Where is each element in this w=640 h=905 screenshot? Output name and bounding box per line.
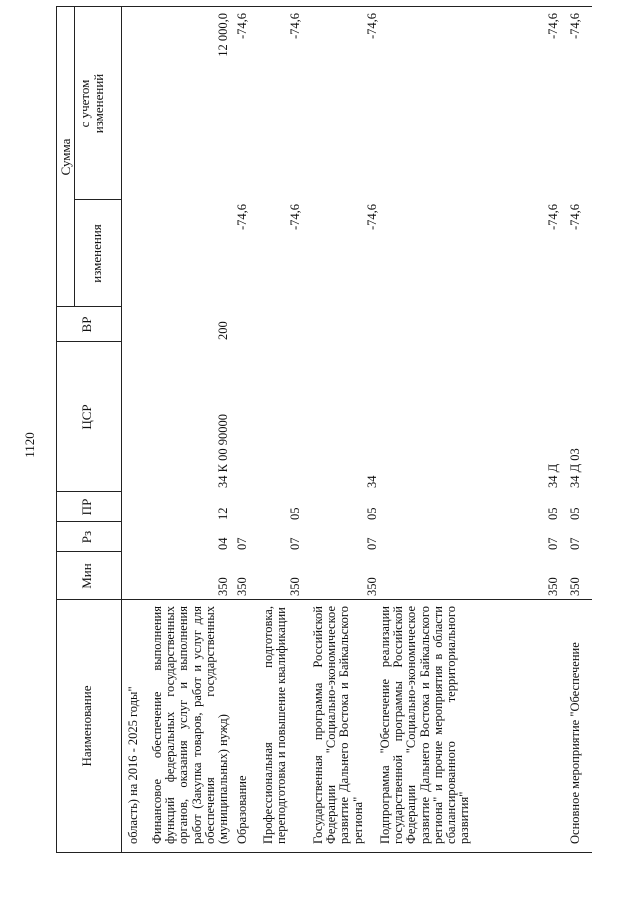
cell-rz: 07 (546, 537, 560, 550)
col-divider (57, 599, 592, 600)
col-divider (57, 6, 592, 7)
row-divider (121, 7, 122, 852)
cell-change: -74,6 (235, 204, 249, 231)
header-summa: Сумма (58, 138, 73, 176)
row-name: область) на 2016 - 2025 годы" (126, 686, 140, 844)
cell-total: -74,6 (288, 13, 302, 40)
cell-rz: 07 (235, 537, 249, 550)
cell-rz: 07 (568, 537, 582, 550)
row-name: Государственная программа Российской Федерации "Социально-экономическое развитие Дальнего Востока и Байкальского региона" (311, 606, 365, 844)
header-vr: ВР (79, 316, 94, 333)
row-divider (74, 7, 75, 307)
row-name: Подпрограмма "Обеспечение реализации государственной программы Российской Федерации "Социально-экономическое развитие Дальнего Востока и Байкальского региона" и прочие мероприятия в области сбалансированного территориального развития" (378, 606, 472, 844)
cell-total: 12 000,0 (216, 13, 230, 57)
cell-min: 350 (235, 577, 249, 596)
cell-csr: 34 Д 03 (568, 448, 582, 488)
cell-min: 350 (365, 577, 379, 596)
cell-rz: 07 (365, 537, 379, 550)
cell-total: -74,6 (546, 13, 560, 40)
cell-total: -74,6 (365, 13, 379, 40)
header-pr: ПР (79, 498, 94, 516)
cell-pr: 12 (216, 507, 230, 520)
row-name: Основное мероприятие "Обеспечение (568, 642, 582, 844)
cell-change: -74,6 (288, 204, 302, 231)
header-izmeneniya: изменения (89, 224, 104, 283)
cell-change: -74,6 (568, 204, 582, 231)
cell-total: -74,6 (235, 13, 249, 40)
cell-total: -74,6 (568, 13, 582, 40)
cell-vr: 200 (216, 321, 230, 340)
cell-min: 350 (288, 577, 302, 596)
header-name: Наименование (79, 685, 94, 767)
header-s-uchetom-line2: изменений (91, 73, 106, 134)
cell-change: -74,6 (365, 204, 379, 231)
cell-min: 350 (546, 577, 560, 596)
cell-rz: 07 (288, 537, 302, 550)
cell-pr: 05 (546, 507, 560, 520)
cell-csr: 34 К 00 90000 (216, 414, 230, 488)
header-min: Мин (79, 563, 94, 589)
cell-pr: 05 (568, 507, 582, 520)
page-number: 1120 (22, 432, 37, 458)
row-name: Финансовое обеспечение выполнения функций федеральных государственных органов, оказания услуг и выполнения работ (Закупка товаров, работ и услуг для обеспечения государственных (муниципальных) нужд) (150, 606, 231, 844)
header-csr: ЦСР (79, 404, 94, 430)
cell-min: 350 (568, 577, 582, 596)
cell-csr: 34 (365, 475, 379, 488)
row-name: Профессиональная подготовка, переподготовка и повышение квалификации (261, 606, 289, 844)
cell-csr: 34 Д (546, 463, 560, 488)
header-rz: Рз (79, 530, 94, 544)
header-s-uchetom (78, 7, 106, 200)
cell-pr: 05 (365, 507, 379, 520)
header-s-uchetom-line1: с учетом (77, 79, 92, 128)
cell-change: -74,6 (546, 204, 560, 231)
budget-table (56, 6, 592, 853)
cell-rz: 04 (216, 537, 230, 550)
cell-pr: 05 (288, 507, 302, 520)
cell-min: 350 (216, 577, 230, 596)
row-name: Образование (235, 775, 249, 844)
